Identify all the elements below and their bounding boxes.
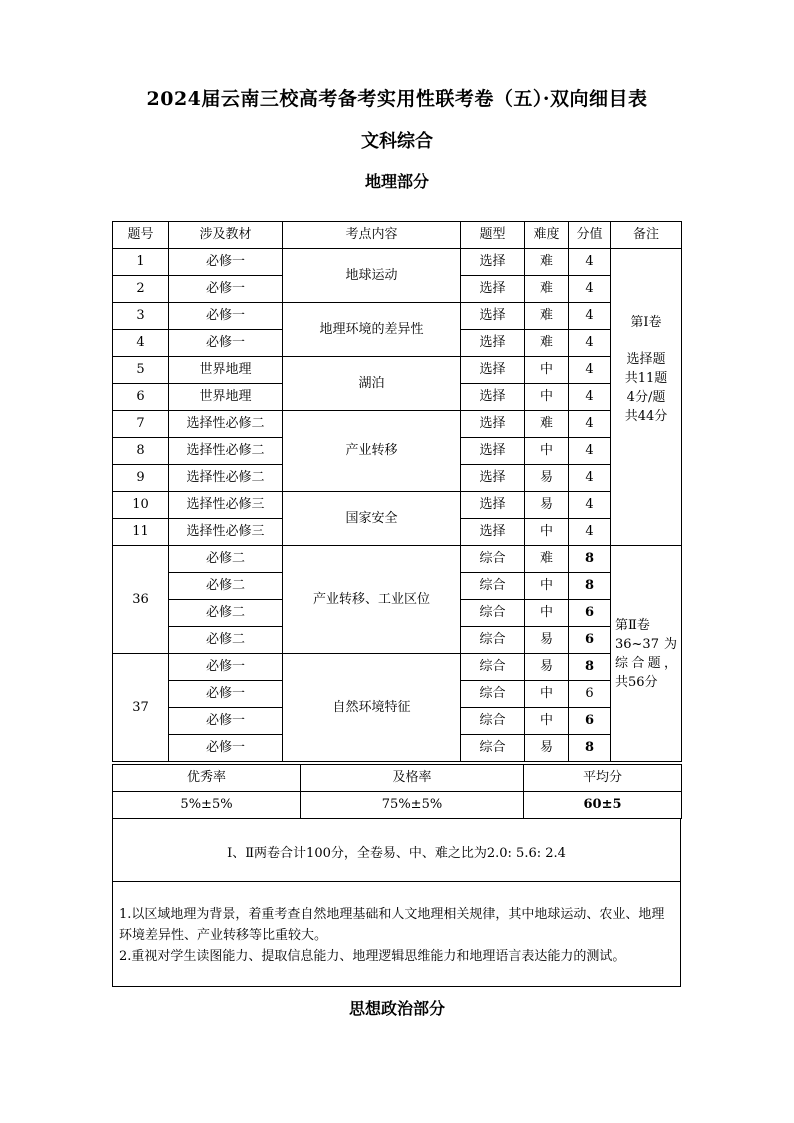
topic: 地球运动 — [283, 249, 461, 303]
table-row — [113, 249, 682, 276]
score: 4 — [569, 249, 611, 276]
remark-part2 — [611, 546, 682, 762]
difficulty: 易 — [525, 492, 569, 519]
table-row — [113, 303, 682, 330]
textbook: 世界地理 — [169, 357, 283, 384]
remark-line: 第Ⅰ卷 — [630, 314, 662, 330]
score: 6 — [569, 600, 611, 627]
remark-part1 — [611, 249, 682, 546]
score: 8 — [569, 573, 611, 600]
difficulty: 中 — [525, 357, 569, 384]
remark-line: 选择题 — [626, 351, 666, 367]
section-heading-geography: 地理部分 — [364, 172, 429, 191]
header-cell: 备注 — [611, 222, 682, 249]
difficulty: 中 — [525, 384, 569, 411]
textbook: 世界地理 — [169, 384, 283, 411]
table-row — [113, 357, 682, 384]
textbook: 选择性必修二 — [169, 411, 283, 438]
topic: 产业转移、工业区位 — [283, 546, 461, 654]
table-row — [113, 411, 682, 438]
section-heading-politics: 思想政治部分 — [348, 999, 445, 1018]
score: 4 — [569, 465, 611, 492]
difficulty: 难 — [525, 411, 569, 438]
table-row — [113, 546, 682, 573]
textbook: 必修一 — [169, 249, 283, 276]
question-type: 选择 — [461, 303, 525, 330]
question-number: 37 — [113, 654, 169, 762]
question-number: 3 — [113, 303, 169, 330]
question-number: 1 — [113, 249, 169, 276]
document-subtitle: 文科综合 — [361, 131, 433, 152]
topic: 自然环境特征 — [283, 654, 461, 762]
header-cell: 涉及教材 — [169, 222, 283, 249]
question-type: 选择 — [461, 492, 525, 519]
average-score-value: 60±5 — [524, 792, 682, 819]
textbook: 必修一 — [169, 681, 283, 708]
remark-line: 36~37为综合题，共56分 — [615, 636, 677, 690]
difficulty: 易 — [525, 627, 569, 654]
question-number: 7 — [113, 411, 169, 438]
question-type: 选择 — [461, 249, 525, 276]
remark-line: 第Ⅱ卷 — [615, 617, 650, 633]
textbook: 必修一 — [169, 735, 283, 762]
difficulty: 难 — [525, 330, 569, 357]
textbook: 必修一 — [169, 303, 283, 330]
question-type: 综合 — [461, 546, 525, 573]
question-number: 36 — [113, 546, 169, 654]
score: 4 — [569, 492, 611, 519]
textbook: 必修一 — [169, 330, 283, 357]
textbook: 选择性必修三 — [169, 519, 283, 546]
question-type: 选择 — [461, 438, 525, 465]
header-cell: 题型 — [461, 222, 525, 249]
score: 4 — [569, 519, 611, 546]
document-title: 2024届云南三校高考备考实用性联考卷（五）·双向细目表 — [146, 88, 648, 110]
difficulty: 难 — [525, 303, 569, 330]
difficulty: 难 — [525, 249, 569, 276]
notes-box — [112, 881, 681, 987]
table-row — [113, 492, 682, 519]
total-summary-text: Ⅰ、Ⅱ两卷合计100分，全卷易、中、难之比为2.0: 5.6: 2.4 — [227, 846, 566, 861]
note-item: 1.以区域地理为背景，着重考查自然地理基础和人文地理相关规律，其中地球运动、农业、地理环境差异性、产业转移等比重较大。 — [119, 907, 665, 943]
topic: 湖泊 — [283, 357, 461, 411]
remark-line: 4分/题 — [626, 389, 666, 405]
question-number: 5 — [113, 357, 169, 384]
pass-rate-label: 及格率 — [301, 765, 524, 792]
score: 4 — [569, 303, 611, 330]
difficulty: 易 — [525, 654, 569, 681]
textbook: 选择性必修三 — [169, 492, 283, 519]
difficulty: 中 — [525, 708, 569, 735]
question-type: 选择 — [461, 276, 525, 303]
excellence-rate-value: 5%±5% — [113, 792, 301, 819]
score: 4 — [569, 357, 611, 384]
difficulty: 中 — [525, 573, 569, 600]
header-cell: 难度 — [525, 222, 569, 249]
textbook: 必修一 — [169, 654, 283, 681]
table-row — [113, 654, 682, 681]
score: 8 — [569, 735, 611, 762]
difficulty: 中 — [525, 681, 569, 708]
remark-line: 共44分 — [624, 408, 668, 424]
score: 4 — [569, 411, 611, 438]
question-type: 选择 — [461, 330, 525, 357]
question-number: 4 — [113, 330, 169, 357]
difficulty: 易 — [525, 465, 569, 492]
topic: 产业转移 — [283, 411, 461, 492]
specification-table — [112, 221, 682, 762]
textbook: 必修二 — [169, 546, 283, 573]
textbook: 必修二 — [169, 600, 283, 627]
question-type: 选择 — [461, 465, 525, 492]
textbook: 必修一 — [169, 708, 283, 735]
question-type: 综合 — [461, 681, 525, 708]
score: 6 — [569, 627, 611, 654]
difficulty: 中 — [525, 519, 569, 546]
difficulty: 难 — [525, 546, 569, 573]
question-type: 选择 — [461, 411, 525, 438]
remark-line: 共11题 — [624, 370, 668, 386]
difficulty: 中 — [525, 438, 569, 465]
question-number: 8 — [113, 438, 169, 465]
score: 8 — [569, 654, 611, 681]
pass-rate-value: 75%±5% — [301, 792, 524, 819]
question-type: 选择 — [461, 357, 525, 384]
question-type: 综合 — [461, 735, 525, 762]
question-type: 选择 — [461, 519, 525, 546]
textbook: 必修二 — [169, 627, 283, 654]
question-type: 综合 — [461, 708, 525, 735]
difficulty: 易 — [525, 735, 569, 762]
score: 6 — [569, 708, 611, 735]
total-summary-box — [112, 818, 681, 882]
topic: 国家安全 — [283, 492, 461, 546]
question-type: 综合 — [461, 627, 525, 654]
difficulty: 难 — [525, 276, 569, 303]
header-cell: 题号 — [113, 222, 169, 249]
question-number: 6 — [113, 384, 169, 411]
excellence-rate-label: 优秀率 — [113, 765, 301, 792]
score: 4 — [569, 384, 611, 411]
textbook: 必修一 — [169, 276, 283, 303]
difficulty: 中 — [525, 600, 569, 627]
header-cell: 考点内容 — [283, 222, 461, 249]
table-header-row — [113, 222, 682, 249]
textbook: 必修二 — [169, 573, 283, 600]
textbook: 选择性必修二 — [169, 438, 283, 465]
question-number: 10 — [113, 492, 169, 519]
score: 4 — [569, 276, 611, 303]
textbook: 选择性必修二 — [169, 465, 283, 492]
stats-header-row — [113, 765, 682, 792]
question-type: 综合 — [461, 654, 525, 681]
stats-value-row — [113, 792, 682, 819]
question-type: 选择 — [461, 384, 525, 411]
score: 4 — [569, 438, 611, 465]
score: 6 — [569, 681, 611, 708]
question-type: 综合 — [461, 573, 525, 600]
question-type: 综合 — [461, 600, 525, 627]
score: 8 — [569, 546, 611, 573]
score: 4 — [569, 330, 611, 357]
note-item: 2.重视对学生读图能力、提取信息能力、地理逻辑思维能力和地理语言表达能力的测试。 — [119, 949, 626, 964]
topic: 地理环境的差异性 — [283, 303, 461, 357]
question-number: 9 — [113, 465, 169, 492]
header-cell: 分值 — [569, 222, 611, 249]
question-number: 11 — [113, 519, 169, 546]
stats-table — [112, 764, 682, 819]
average-score-label: 平均分 — [524, 765, 682, 792]
question-number: 2 — [113, 276, 169, 303]
